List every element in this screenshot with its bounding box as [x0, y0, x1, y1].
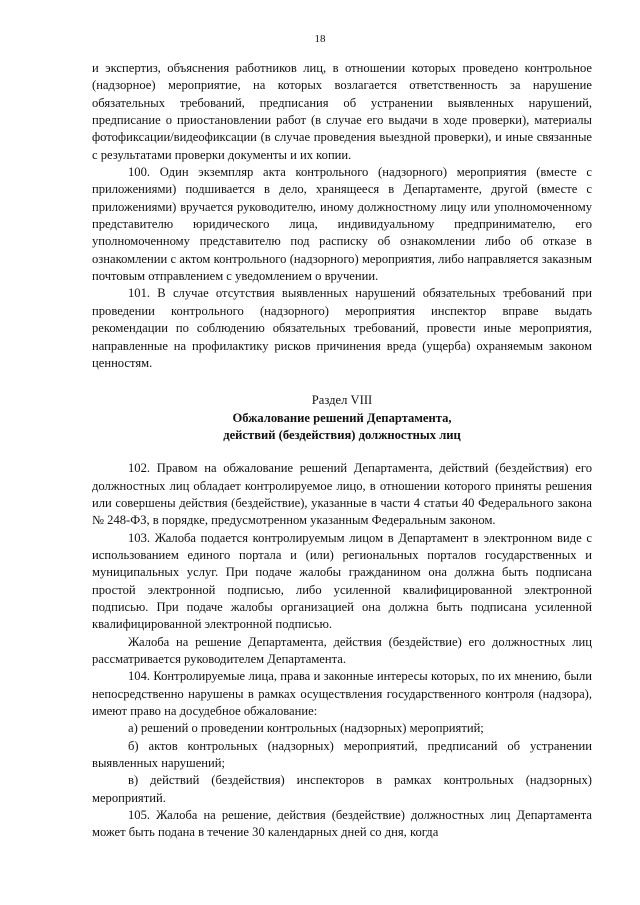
paragraph-104-item-b: б) актов контрольных (надзорных) мероприятий, предписаний об устранении выявленных нарушений; [92, 738, 592, 771]
section-label: Раздел VIII [311, 393, 373, 408]
section-title-line-2: действий (бездействия) должностных лиц [223, 427, 461, 442]
section-heading [92, 392, 592, 444]
paragraph-100: 100. Один экземпляр акта контрольного (надзорного) мероприятия (вместе с приложениями) подшивается в дело, хранящееся в Департаменте, другой (вместе с приложениями) вручается руководителю, иному должностному лицу или уполномоченному представителю юридического лица, индивидуальному предпринимателю, его уполномоченному представителю под расписку об ознакомлении либо об отказе в ознакомлении с актом контрольного (надзорного) мероприятия, либо направляется заказным почтовым отправлением с уведомлением о вручении. [92, 165, 592, 284]
section-title-line-1: Обжалование решений Департамента, [232, 410, 452, 425]
paragraph-102: 102. Правом на обжалование решений Департамента, действий (бездействия) его должностных лиц обладает контролируемое лицо, в отношении которого приняты решения или совершены действия (бездействие), указанные в части 4 статьи 40 Федерального закона № 248-ФЗ, в порядке, предусмотренном указанным Федеральным законом. [92, 461, 592, 528]
paragraph-104-item-c: в) действий (бездействия) инспекторов в рамках контрольных (надзорных) мероприятий. [92, 773, 592, 805]
paragraph-104-item-a: а) решений о проведении контрольных (надзорных) мероприятий; [128, 721, 484, 736]
paragraph-105: 105. Жалоба на решение, действия (бездействие) должностных лиц Департамента может быть подана в течение 30 календарных дней со дня, когда [92, 808, 592, 840]
document-body [92, 60, 592, 842]
paragraph-103: 103. Жалоба подается контролируемым лицом в Департамент в электронном виде с использованием единого портала и (или) региональных порталов государственных и муниципальных услуг. При подаче жалобы гражданином она должна быть подписана простой электронной подписью, либо усиленной квалифицированной электронной подписью. При подаче жалобы организацией она должна быть подписана усиленной квалифицированной электронной подписью. [92, 530, 592, 632]
paragraph-continuation: и экспертиз, объяснения работников лиц, в отношении которых проведено контрольное (надзорное) мероприятие, на которых возлагается ответственность за нарушение обязательных требований, предписания об устранении выявленных нарушений, предписание о приостановлении работ (в случае его выдачи в ходе проверки), материалы фотофиксации/видеофиксации (в случае проведения выездной проверки), и иные связанные с результатами проверки документы и их копии. [92, 61, 592, 162]
page-number: 18 [314, 33, 326, 45]
paragraph-103-complaint-review: Жалоба на решение Департамента, действия (бездействие) его должностных лиц рассматривается руководителем Департамента. [92, 634, 592, 666]
paragraph-104: 104. Контролируемые лица, права и законные интересы которых, по их мнению, были непосредственно нарушены в рамках осуществления государственного контроля (надзора), имеют право на досудебное обжалование: [92, 669, 592, 719]
paragraph-101: 101. В случае отсутствия выявленных нарушений обязательных требований при проведении контрольного (надзорного) мероприятия инспектор вправе выдать рекомендации по соблюдению обязательных требований, провести иные мероприятия, направленные на профилактику рисков причинения вреда (ущерба) охраняемым законом ценностям. [92, 286, 592, 370]
